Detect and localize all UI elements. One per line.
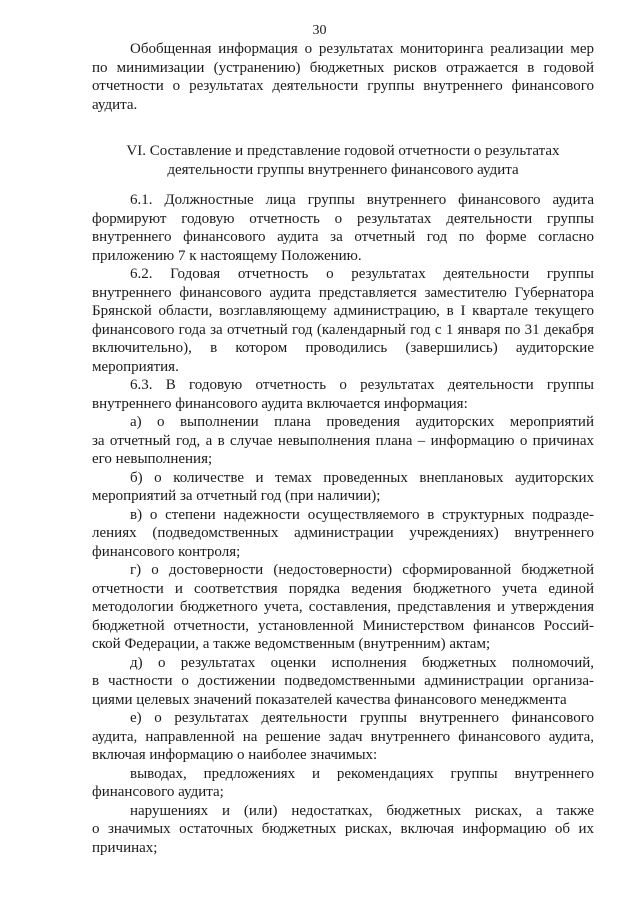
text-line: аудита. — [92, 96, 138, 113]
text-line: мероприятия. — [92, 358, 179, 375]
text-line: его невыполнения; — [92, 451, 213, 467]
text-line: аудита, направленной на решение задач внутреннего финансового аудита, — [92, 728, 594, 745]
text-line: 6.2. Годовая отчетность о результатах деятельности группы — [130, 266, 594, 282]
text-line: г) о достоверности (недостоверности) сформированной бюджетной — [130, 562, 594, 578]
text-line: бюджетной отчетности, установленной Министерством финансов Россий- — [92, 617, 594, 634]
text-line: Обобщенная информация о результатах мониторинга реализации мер — [130, 41, 594, 57]
text-line: д) о результатах оценки исполнения бюджетных полномочий, — [130, 654, 594, 671]
heading-line: VI. Составление и представление годовой отчетности о результатах — [126, 143, 560, 159]
page-number: 30 — [312, 23, 327, 38]
text-line: методологии бюджетного учета, составления, представления и утверждения — [92, 599, 594, 615]
section-heading — [92, 142, 594, 179]
text-line: отчетности и соответствия порядка ведения бюджетного учета единой — [92, 580, 594, 597]
text-line: лениях (подведомственных администрации учреждениях) внутреннего — [92, 525, 594, 541]
text-line: Брянской области, возглавляющему администрацию, в I квартале текущего — [92, 303, 594, 319]
text-line: 6.3. В годовую отчетность о результатах деятельности группы — [130, 377, 594, 393]
text-line: финансового аудита; — [92, 784, 224, 800]
text-line: финансового контроля; — [92, 543, 241, 560]
text-line: формируют годовую отчетность о результатах деятельности группы — [92, 210, 594, 227]
text-line: мероприятий за отчетный год (при наличии); — [92, 488, 381, 504]
text-line: 6.1. Должностные лица группы внутреннего финансового аудита — [130, 192, 594, 208]
text-line: отчетности о результатах деятельности группы внутреннего финансового — [92, 78, 594, 94]
heading-line: деятельности группы внутреннего финансового аудита — [167, 161, 519, 178]
text-line: за отчетный год, а в случае невыполнения плана – информацию о причинах — [92, 432, 594, 449]
section-body — [92, 191, 594, 857]
text-line: б) о количестве и темах проведенных внеплановых аудиторских — [130, 469, 594, 486]
text-line: в) о степени надежности осуществляемого в структурных подразде- — [130, 506, 594, 523]
text-line: нарушениях и (или) недостатках, бюджетных рисках, а также — [130, 802, 594, 819]
text-line: по минимизации (устранению) бюджетных рисков отражается в годовой — [92, 59, 594, 76]
text-line: в частности о достижении подведомственными администрации организа- — [92, 673, 594, 689]
text-line: а) о выполнении плана проведения аудиторских мероприятий — [130, 414, 594, 430]
text-line: финансового года за отчетный год (календарный год с 1 января по 31 декабря — [92, 321, 594, 338]
text-line: внутреннего финансового аудита включается информация: — [92, 395, 468, 412]
text-line: е) о результатах деятельности группы внутреннего финансового — [130, 710, 594, 726]
text-line: внутреннего финансового аудита представляется заместителю Губернатора — [92, 284, 594, 301]
text-line: о значимых остаточных бюджетных рисках, включая информацию об их — [92, 821, 594, 837]
text-line: внутреннего финансового аудита за отчетный год по форме согласно — [92, 229, 594, 245]
intro-paragraph — [92, 40, 594, 114]
text-line: циями целевых значений показателей качества финансового менеджмента — [92, 691, 567, 708]
text-line: включительно), в котором проводились (завершились) аудиторские — [92, 340, 594, 356]
text-line: выводах, предложениях и рекомендациях группы внутреннего — [130, 765, 594, 782]
text-line: включая информацию о наиболее значимых: — [92, 747, 378, 763]
text-line: причинах; — [92, 839, 158, 856]
text-line: ской Федерации, а также ведомственным (внутренним) актам; — [92, 636, 491, 652]
text-line: приложению 7 к настоящему Положению. — [92, 247, 362, 264]
